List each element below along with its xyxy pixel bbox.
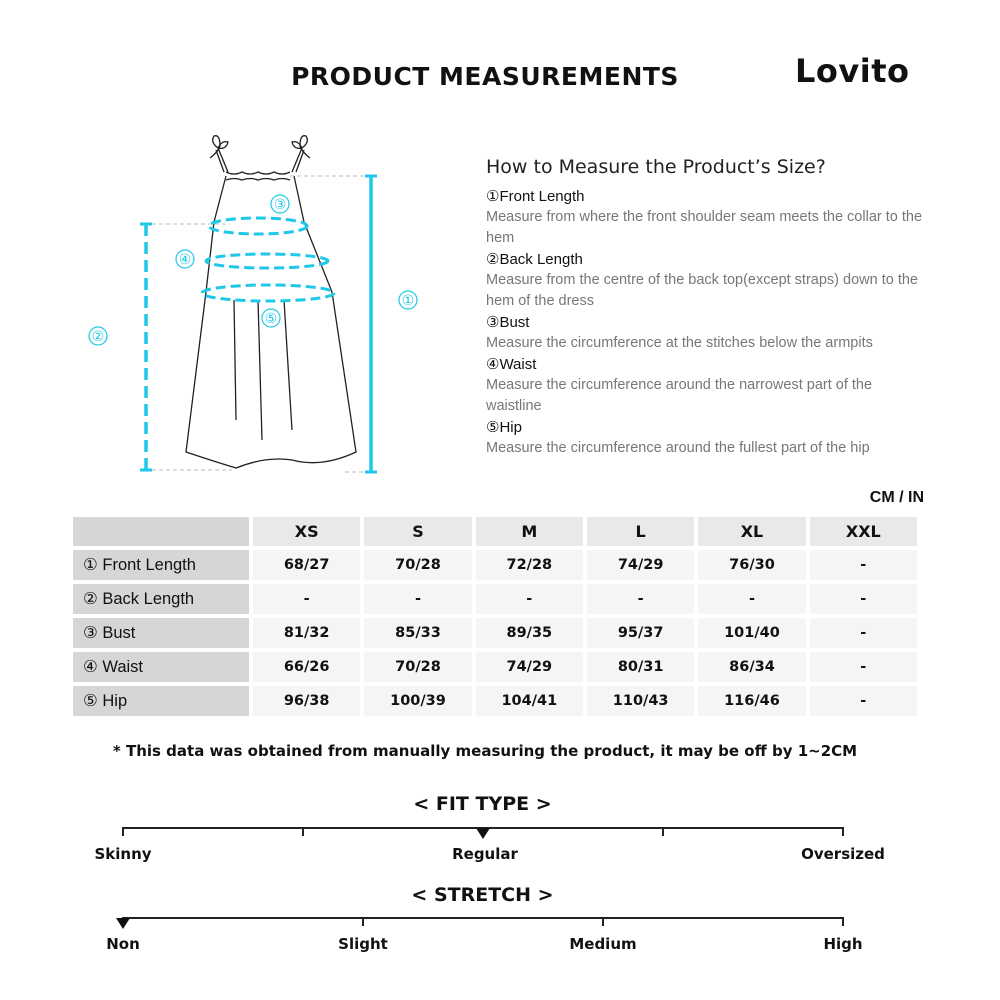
table-cell: 81/32 [253,618,360,648]
measure-description: Measure from where the front shoulder seam meets the collar to the hem [486,209,923,246]
measure-name: ⑤Hip [486,419,522,436]
row-label: ④ Waist [73,652,249,682]
table-cell: 96/38 [253,686,360,716]
fit-label-oversized: Oversized [801,845,885,863]
table-cell: 80/31 [587,652,694,682]
measure-description: Measure the circumference around the fullest part of the hip [486,440,870,456]
measure-description: Measure from the centre of the back top(except straps) down to the hem of the dress [486,272,918,309]
stretch-label-slight: Slight [338,935,388,953]
table-cell: - [810,686,917,716]
fit-type-title: < FIT TYPE > [413,793,552,815]
how-to-measure [486,156,926,459]
size-column-header: XL [698,517,805,546]
table-corner-cell [73,517,249,546]
table-cell: 72/28 [476,550,583,580]
table-header-row [73,517,917,546]
fit-tick [662,827,664,836]
table-cell: 104/41 [476,686,583,716]
fit-tick [122,827,124,836]
stretch-tick [842,917,844,926]
marker-back-length: ② [91,329,105,345]
size-column-header: XS [253,517,360,546]
table-cell: 74/29 [587,550,694,580]
table-cell: - [810,652,917,682]
table-cell: 89/35 [476,618,583,648]
fit-type-pointer-icon [476,828,490,839]
marker-hip: ⑤ [264,311,278,327]
size-column-header: M [476,517,583,546]
marker-front-length: ① [401,293,415,309]
table-row [73,686,917,716]
stretch-title: < STRETCH > [411,884,554,906]
measure-name: ③Bust [486,314,530,331]
size-table [69,513,921,720]
measure-name: ②Back Length [486,251,583,268]
hip-line [202,285,334,301]
table-cell: - [364,584,471,614]
bust-line [209,218,307,234]
table-cell: - [476,584,583,614]
fit-tick [842,827,844,836]
stretch-label-non: Non [106,935,140,953]
table-cell: 95/37 [587,618,694,648]
fit-label-skinny: Skinny [94,845,152,863]
table-cell: 70/28 [364,652,471,682]
measure-description: Measure the circumference at the stitches below the armpits [486,335,873,351]
how-to-measure-title: How to Measure the Product’s Size? [486,156,826,178]
marker-waist: ④ [178,252,192,268]
size-column-header: S [364,517,471,546]
stretch-tick [602,917,604,926]
row-label: ① Front Length [73,550,249,580]
dress-diagram [60,130,430,490]
measure-name: ①Front Length [486,188,585,205]
table-cell: - [810,550,917,580]
units-label: CM / IN [869,489,924,506]
measure-description: Measure the circumference around the narrowest part of the waistline [486,377,873,414]
stretch-scale [122,917,844,919]
table-cell: - [587,584,694,614]
table-cell: 70/28 [364,550,471,580]
stretch-tick [362,917,364,926]
size-column-header: XXL [810,517,917,546]
brand-logo: Lovito [795,52,910,90]
stretch-label-high: High [823,935,863,953]
table-cell: 74/29 [476,652,583,682]
size-column-header: L [587,517,694,546]
stretch-label-medium: Medium [569,935,637,953]
stretch-pointer-icon [116,918,130,929]
table-cell: 85/33 [364,618,471,648]
table-row [73,652,917,682]
row-label: ② Back Length [73,584,249,614]
table-cell: 100/39 [364,686,471,716]
table-cell: 101/40 [698,618,805,648]
table-row [73,584,917,614]
table-cell: 86/34 [698,652,805,682]
page-title: PRODUCT MEASUREMENTS [291,62,679,91]
waist-line [206,254,328,268]
row-label: ⑤ Hip [73,686,249,716]
row-label: ③ Bust [73,618,249,648]
table-cell: 76/30 [698,550,805,580]
table-cell: 116/46 [698,686,805,716]
table-cell: - [810,584,917,614]
table-cell: - [253,584,360,614]
table-cell: 66/26 [253,652,360,682]
table-cell: - [810,618,917,648]
measure-name: ④Waist [486,356,537,373]
marker-bust: ③ [273,197,287,213]
table-cell: 110/43 [587,686,694,716]
measurement-note: * This data was obtained from manually measuring the product, it may be off by 1~2CM [112,742,858,760]
table-cell: 68/27 [253,550,360,580]
table-row [73,618,917,648]
table-cell: - [698,584,805,614]
fit-tick [302,827,304,836]
table-row [73,550,917,580]
fit-label-regular: Regular [452,845,518,863]
